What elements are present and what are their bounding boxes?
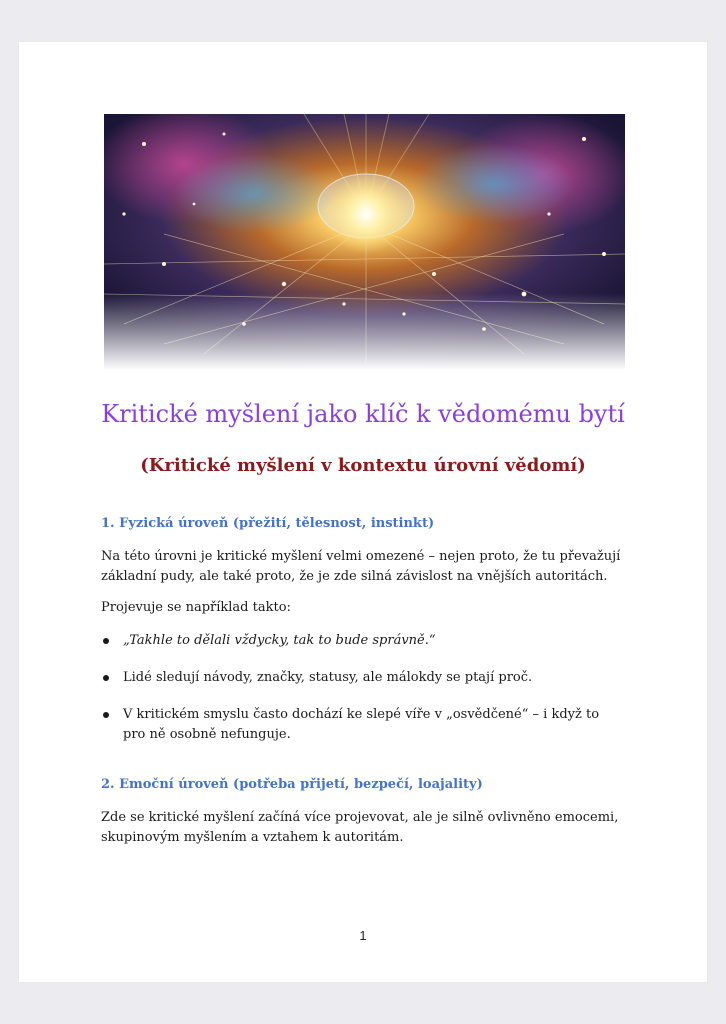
section-1-intro: Projevuje se například takto: [101, 600, 291, 615]
list-item [123, 668, 623, 688]
section-2-heading: 2. Emoční úroveň (potřeba přijetí, bezpečí, loajality) [101, 777, 483, 792]
hero-image [104, 114, 625, 370]
list-item [123, 705, 623, 745]
list-item-text: „Takhle to dělali vždycky, tak to bude správně.“ [123, 633, 436, 648]
page-subtitle: (Kritické myšlení v kontextu úrovní vědomí) [140, 455, 586, 476]
bullet-dot [103, 638, 109, 644]
list-item-text: V kritickém smyslu často dochází ke slepé víře v „osvědčené“ – i když to pro ně osobně nefunguje. [123, 707, 600, 742]
list-item [123, 631, 623, 651]
section-1-paragraph: Na této úrovni je kritické myšlení velmi omezené – nejen proto, že tu převažují základní pudy, ale také proto, že je zde silná závislost na vnějších autoritách. [101, 549, 621, 584]
list-item-text: Lidé sledují návody, značky, statusy, ale málokdy se ptají proč. [123, 670, 533, 685]
page-number: 1 [359, 928, 367, 943]
bullet-dot [103, 675, 109, 681]
section-1-heading: 1. Fyzická úroveň (přežití, tělesnost, instinkt) [101, 516, 435, 531]
page-title: Kritické myšlení jako klíč k vědomému bytí [101, 400, 625, 428]
bullet-dot [103, 712, 109, 718]
document-page [19, 42, 707, 982]
section-2-paragraph: Zde se kritické myšlení začíná více projevovat, ale je silně ovlivněno emocemi, skupinovým myšlením a vztahem k autoritám. [101, 810, 619, 845]
